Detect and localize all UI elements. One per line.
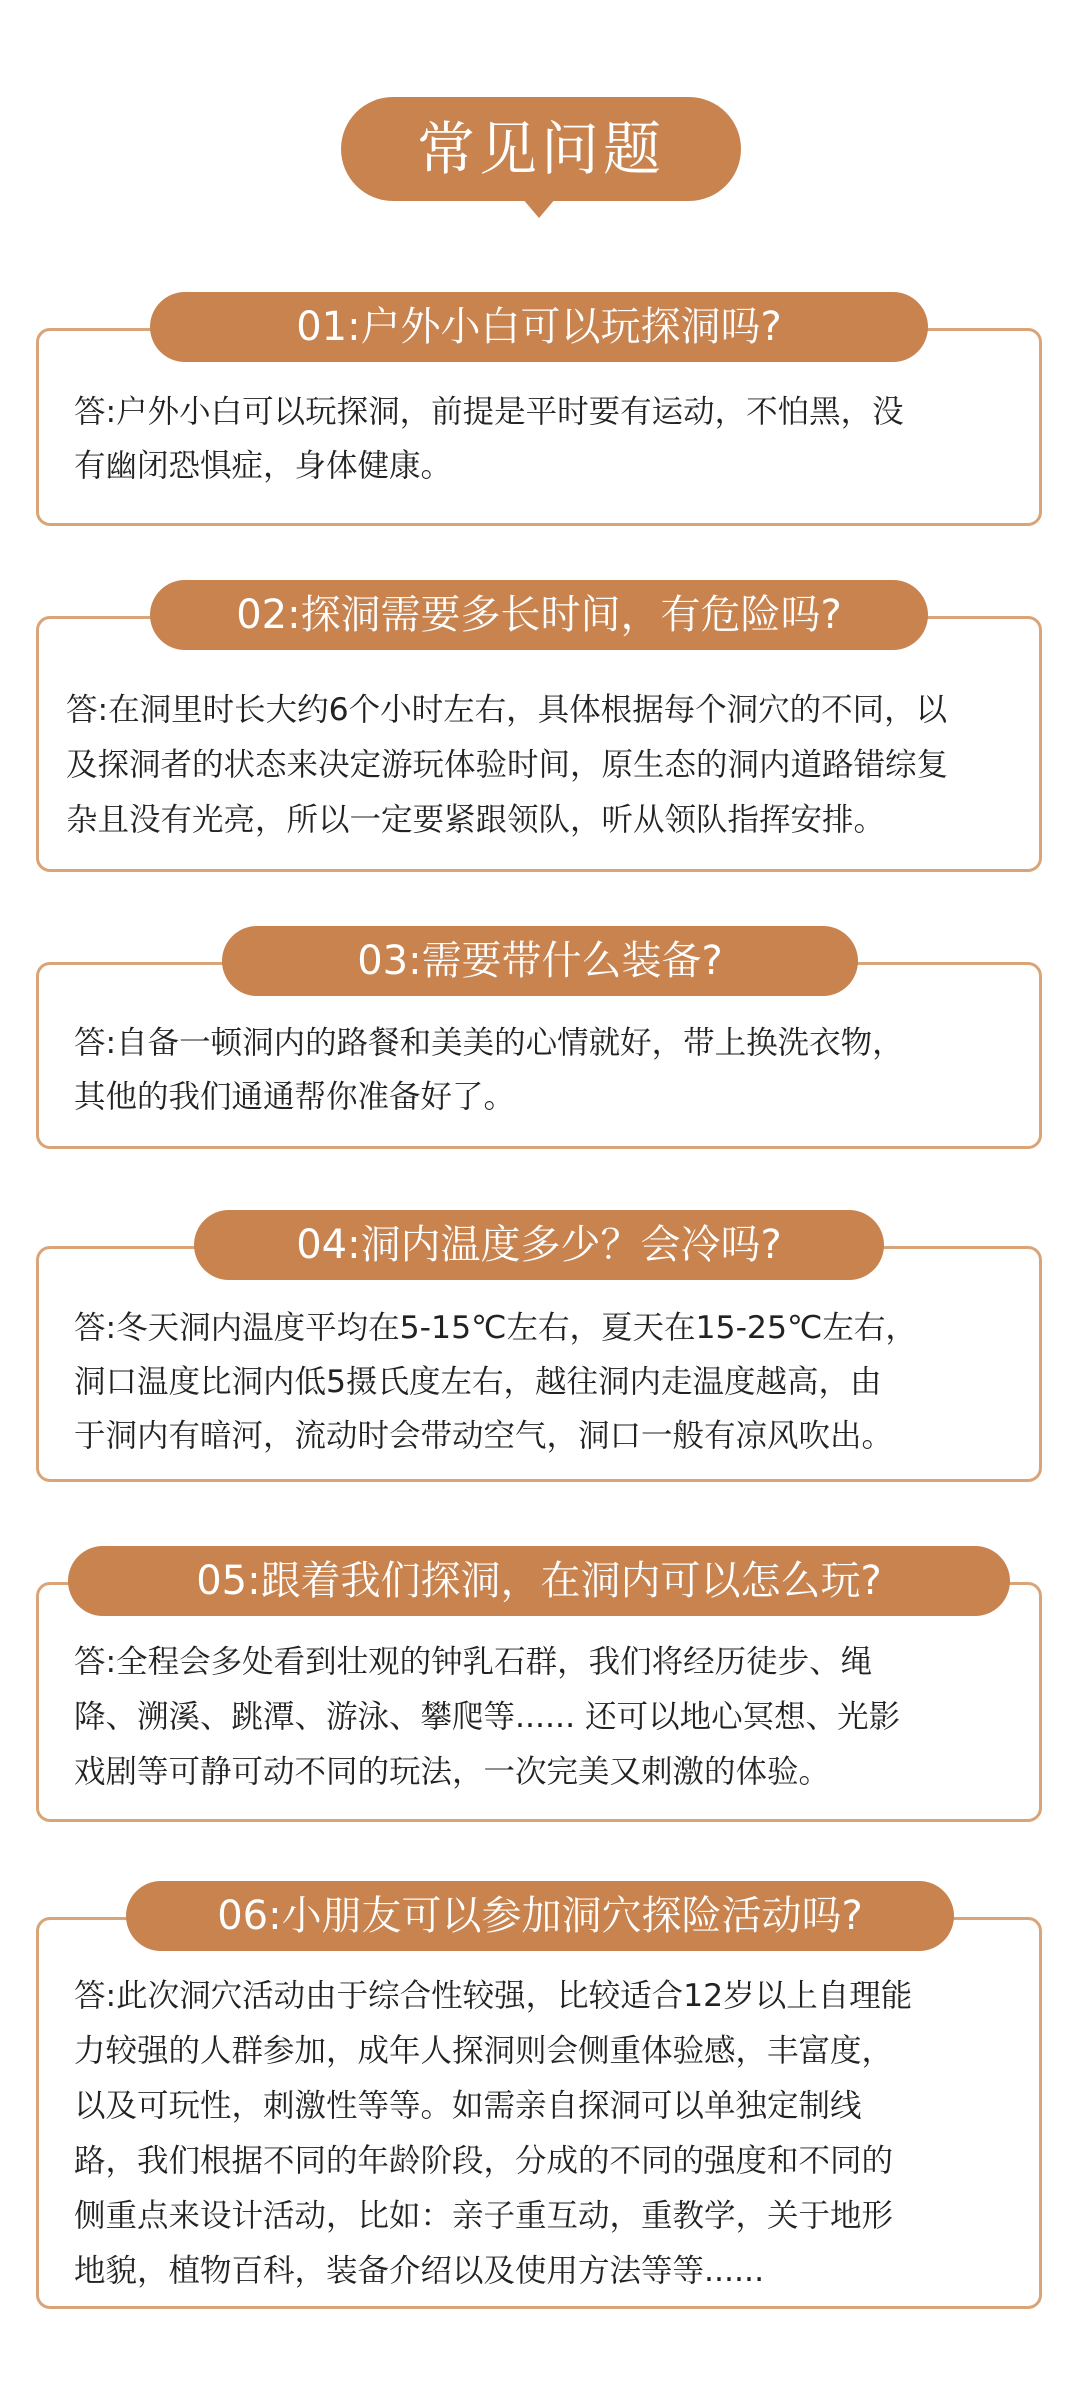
title-pointer — [522, 198, 556, 218]
faq-question-01: 01:户外小白可以玩探洞吗? — [150, 292, 928, 362]
faq-answer-line: 杂且没有光亮，所以一定要紧跟领队，听从领队指挥安排。 — [66, 802, 886, 838]
faq-answer-line: 答:冬天洞内温度平均在5-15℃左右，夏天在15-25℃左右， — [74, 1310, 917, 1346]
faq-answer-line: 路，我们根据不同的年龄阶段，分成的不同的强度和不同的 — [74, 2143, 894, 2179]
faq-answer-line: 答:户外小白可以玩探洞，前提是平时要有运动，不怕黑，没 — [74, 394, 904, 430]
faq-answer-line: 答:在洞里时长大约6个小时左右，具体根据每个洞穴的不同，以 — [66, 692, 948, 728]
faq-question-05: 05:跟着我们探洞，在洞内可以怎么玩? — [68, 1546, 1010, 1616]
faq-answer-05 — [74, 1635, 1020, 1800]
faq-answer-02 — [66, 683, 1012, 848]
faq-answer-line: 于洞内有暗河，流动时会带动空气，洞口一般有凉风吹出。 — [74, 1418, 894, 1454]
faq-answer-line: 有幽闭恐惧症，身体健康。 — [74, 448, 453, 484]
faq-answer-line: 答:自备一顿洞内的路餐和美美的心情就好，带上换洗衣物， — [74, 1025, 904, 1061]
faq-answer-line: 地貌，植物百科，装备介绍以及使用方法等等...... — [74, 2253, 765, 2289]
faq-question-03: 03:需要带什么装备? — [222, 926, 858, 996]
faq-answer-line: 答:全程会多处看到壮观的钟乳石群，我们将经历徒步、绳 — [74, 1644, 873, 1680]
page-title: 常见问题 — [341, 97, 741, 201]
faq-answer-line: 降、溯溪、跳潭、游泳、攀爬等...... 还可以地心冥想、光影 — [74, 1699, 901, 1735]
faq-answer-line: 以及可玩性，刺激性等等。如需亲自探洞可以单独定制线 — [74, 2088, 862, 2124]
faq-answer-line: 侧重点来设计活动，比如：亲子重互动，重教学，关于地形 — [74, 2198, 894, 2234]
faq-answer-line: 洞口温度比洞内低5摄氏度左右，越往洞内走温度越高，由 — [74, 1364, 882, 1400]
faq-answer-line: 及探洞者的状态来决定游玩体验时间，原生态的洞内道路错综复 — [66, 747, 949, 783]
faq-answer-line: 力较强的人群参加，成年人探洞则会侧重体验感，丰富度， — [74, 2033, 894, 2069]
faq-question-04: 04:洞内温度多少？会冷吗? — [194, 1210, 884, 1280]
faq-question-02: 02:探洞需要多长时间，有危险吗? — [150, 580, 928, 650]
faq-answer-04 — [74, 1301, 1020, 1463]
faq-answer-line: 答:此次洞穴活动由于综合性较强，比较适合12岁以上自理能 — [74, 1978, 913, 2014]
faq-answer-03 — [74, 1016, 1020, 1124]
faq-answer-line: 其他的我们通通帮你准备好了。 — [74, 1079, 516, 1115]
faq-answer-01 — [74, 385, 1020, 493]
faq-question-06: 06:小朋友可以参加洞穴探险活动吗? — [126, 1881, 954, 1951]
faq-answer-line: 戏剧等可静可动不同的玩法，一次完美又刺激的体验。 — [74, 1754, 831, 1790]
faq-answer-06 — [74, 1969, 1020, 2299]
